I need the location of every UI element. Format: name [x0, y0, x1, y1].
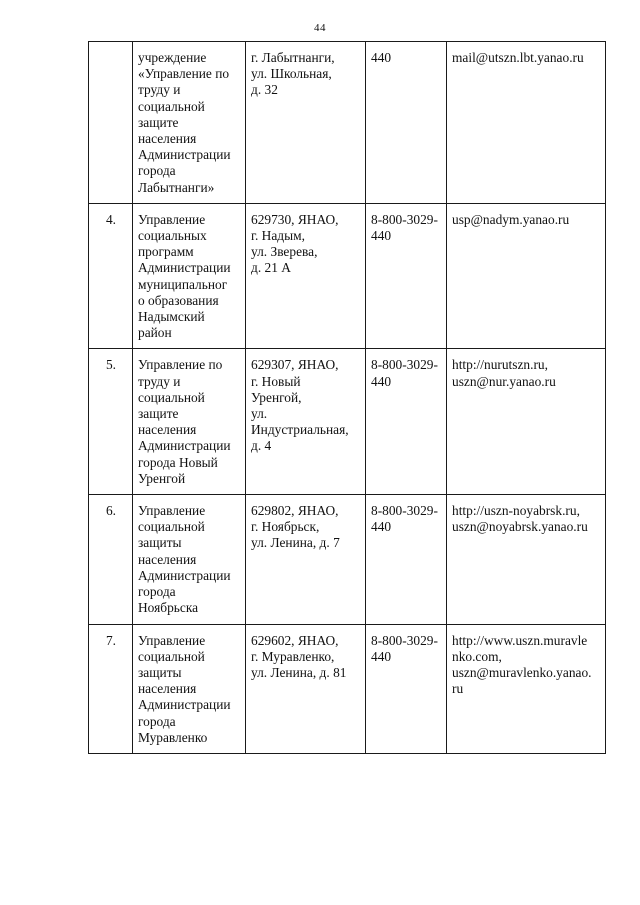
agency-address: 629602, ЯНАО, г. Муравленко, ул. Ленина, д. 81: [246, 624, 366, 753]
agency-name: Управление социальных программ Администрации муниципальног о образования Надымский район: [133, 203, 246, 349]
table-row: [89, 42, 606, 204]
row-number: [89, 42, 133, 204]
row-number: 6.: [89, 495, 133, 624]
agency-contacts: http://nurutszn.ru, uszn@nur.yanao.ru: [447, 349, 606, 495]
agency-contacts: usp@nadym.yanao.ru: [447, 203, 606, 349]
page-number: 44: [314, 22, 326, 34]
agency-address: 629730, ЯНАО, г. Надым, ул. Зверева, д. 21 А: [246, 203, 366, 349]
agency-contacts: http://uszn-noyabrsk.ru, uszn@noyabrsk.yanao.ru: [447, 495, 606, 624]
agency-phone: 8-800-3029- 440: [366, 203, 447, 349]
agency-phone: 440: [366, 42, 447, 204]
row-number: 4.: [89, 203, 133, 349]
agency-phone: 8-800-3029- 440: [366, 349, 447, 495]
agency-phone: 8-800-3029- 440: [366, 624, 447, 753]
agency-name: Управление социальной защиты населения Администрации города Муравленко: [133, 624, 246, 753]
agency-contacts: http://www.uszn.muravle nko.com, uszn@muravlenko.yanao. ru: [447, 624, 606, 753]
row-number: 5.: [89, 349, 133, 495]
table-row: [89, 349, 606, 495]
agency-address: 629802, ЯНАО, г. Ноябрьск, ул. Ленина, д. 7: [246, 495, 366, 624]
row-number: 7.: [89, 624, 133, 753]
agency-address: г. Лабытнанги, ул. Школьная, д. 32: [246, 42, 366, 204]
table-row: [89, 203, 606, 349]
agency-directory-table: [88, 41, 606, 754]
agency-address: 629307, ЯНАО, г. Новый Уренгой, ул. Индустриальная, д. 4: [246, 349, 366, 495]
agency-phone: 8-800-3029- 440: [366, 495, 447, 624]
table-row: [89, 495, 606, 624]
agency-name: учреждение «Управление по труду и социальной защите населения Администрации города Лабытнанги»: [133, 42, 246, 204]
agency-name: Управление социальной защиты населения Администрации города Ноябрьска: [133, 495, 246, 624]
agency-contacts: mail@utszn.lbt.yanao.ru: [447, 42, 606, 204]
table-row: [89, 624, 606, 753]
agency-name: Управление по труду и социальной защите населения Администрации города Новый Уренгой: [133, 349, 246, 495]
